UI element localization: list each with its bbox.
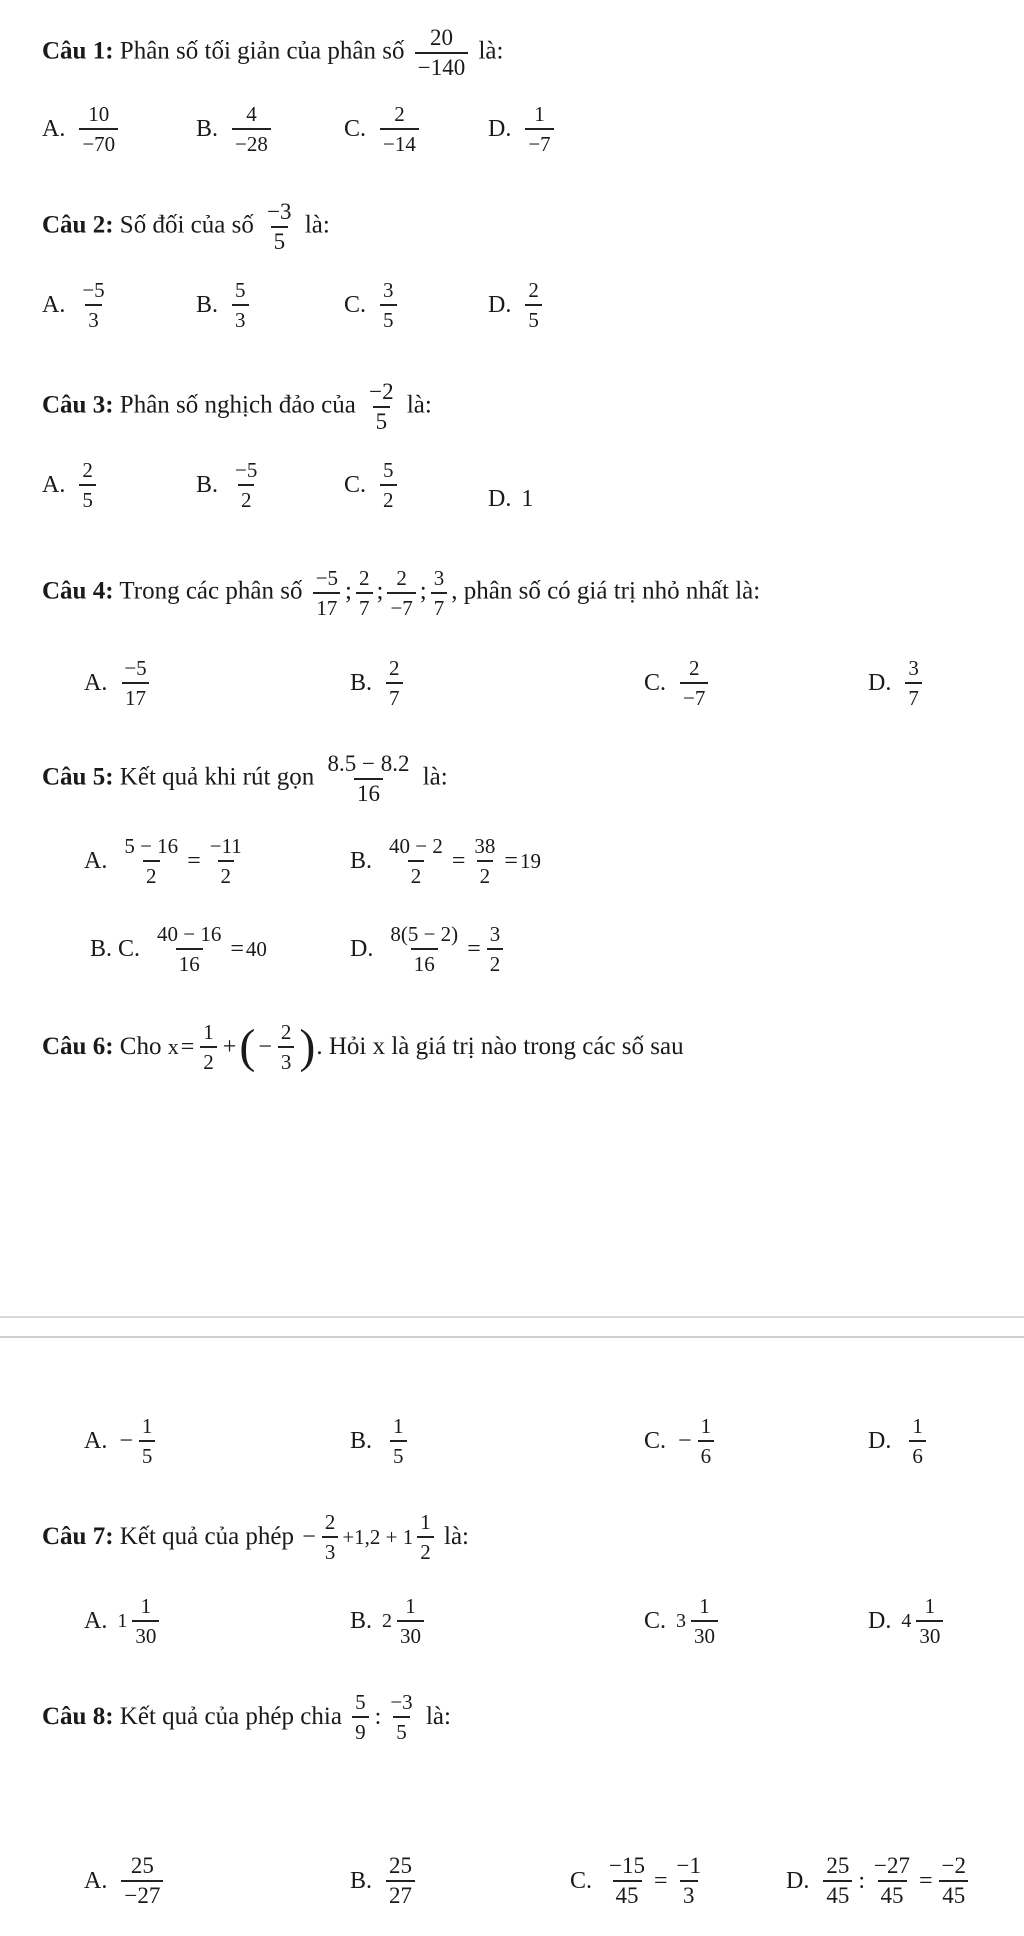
fraction: $\frac{20}{-140}$ [415, 26, 468, 80]
question-tail: là: [304, 211, 330, 239]
option-d[interactable]: D. 4 $\frac{1}{30}$ [868, 1594, 947, 1648]
fraction: $\frac{-2}{5}$ [369, 379, 394, 434]
option-c[interactable]: C. $\frac{2}{-7}$ [644, 656, 712, 710]
question-tail: là: [422, 763, 448, 791]
option-b[interactable]: B. $\frac{40 - 2}{2}$ = $\frac{38}{2}$ = 19 [350, 834, 541, 888]
option-b[interactable]: B. $\frac{2}{7}$ [350, 656, 407, 710]
question-text: Kết quả của phép [119, 1523, 295, 1550]
option-c[interactable]: C. $\frac{3}{5}$ [344, 278, 401, 332]
option-b[interactable]: B. 2 $\frac{1}{30}$ [350, 1594, 428, 1648]
question-label: Câu 1: [42, 37, 114, 65]
question-tail: là: [425, 1703, 451, 1730]
question-tail: là: [406, 391, 432, 419]
question-text: Kết quả của phép chia [119, 1703, 342, 1730]
option-b[interactable]: B. $\frac{1}{5}$ [350, 1414, 411, 1468]
divider [0, 1316, 1024, 1318]
option-a[interactable]: A. $\frac{-5}{17}$ [84, 656, 154, 710]
question-label: Câu 7: [42, 1523, 114, 1550]
question-tail: Hỏi x là giá trị nào trong các số sau [328, 1033, 684, 1060]
question-label: Câu 4: [42, 577, 114, 605]
question-label: Câu 2: [42, 211, 114, 239]
option-a[interactable]: A. − $\frac{1}{5}$ [84, 1414, 159, 1468]
option-b[interactable]: B. $\frac{25}{27}$ [350, 1854, 419, 1908]
fraction: $\frac{1}{2}$ [200, 1020, 217, 1074]
question-tail: phân số có giá trị nhỏ nhất là: [463, 577, 761, 605]
fraction: $\frac{-5}{17}$ [313, 566, 341, 620]
fraction: $\frac{3}{7}$ [431, 566, 448, 620]
option-b[interactable]: B. $\frac{-5}{2}$ [196, 458, 258, 512]
fraction: $\frac{-3}{5}$ [390, 1690, 413, 1744]
option-c[interactable]: B. C. $\frac{40 - 16}{16}$ = 40 [90, 922, 267, 976]
fraction: $\frac{1}{2}$ [417, 1510, 434, 1564]
option-c[interactable]: C. $\frac{5}{2}$ [344, 458, 401, 512]
option-d[interactable]: D. $\frac{8(5 - 2)}{16}$ = $\frac{3}{2}$ [350, 922, 507, 976]
fraction: $\frac{2}{-7}$ [387, 566, 415, 620]
question-text: Số đối của số [119, 211, 254, 239]
option-d[interactable]: D. $\frac{25}{45}$ : $\frac{-27}{45}$ = $\frac{-2}{45}$ [786, 1854, 973, 1908]
option-a[interactable]: A. $\frac{25}{-27}$ [84, 1854, 167, 1908]
question-text: Kết quả khi rút gọn [119, 763, 315, 791]
question-6: Câu 6: Cho x = $\frac{1}{2}$ + ( − $\frac{2}{3}$ ) . Hỏi x là giá trị nào trong các số sau [42, 1020, 684, 1074]
question-text: Phân số nghịch đảo của [119, 391, 356, 419]
option-d[interactable]: D. $\frac{2}{5}$ [488, 278, 546, 332]
fraction: $\frac{5}{9}$ [352, 1690, 369, 1744]
question-4: Câu 4: Trong các phân số $\frac{-5}{17}$ ; $\frac{2}{7}$ ; $\frac{2}{-7}$ ; $\frac{3}{7}$ , phân số có giá trị nhỏ nhất là: [42, 566, 761, 620]
option-a[interactable]: A. $\frac{5 - 16}{2}$ = $\frac{-11}{2}$ [84, 834, 242, 888]
question-1 [42, 26, 503, 80]
question-tail: là: [444, 1523, 470, 1550]
question-text: Trong các phân số [119, 577, 303, 605]
question-label: Câu 6: [42, 1033, 114, 1060]
fraction: $\frac{2}{7}$ [356, 566, 373, 620]
option-d[interactable]: D. 1 [488, 486, 534, 512]
fraction: $\frac{2}{3}$ [278, 1020, 295, 1074]
option-c[interactable]: C. − $\frac{1}{6}$ [644, 1414, 718, 1468]
question-8: Câu 8: Kết quả của phép chia $\frac{5}{9}$ : $\frac{-3}{5}$ là: [42, 1690, 451, 1744]
question-3 [42, 380, 432, 434]
question-label: Câu 8: [42, 1703, 114, 1730]
fraction: $\frac{8.5 - 8.2}{16}$ [327, 751, 410, 806]
option-b[interactable]: B. $\frac{5}{3}$ [196, 278, 253, 332]
fraction: $\frac{2}{3}$ [322, 1510, 339, 1564]
option-b[interactable]: B. $\frac{4}{-28}$ [196, 102, 275, 156]
question-tail: là: [478, 37, 504, 65]
question-label: Câu 5: [42, 763, 114, 791]
question-text: Phân số tối giản của phân số [119, 37, 405, 65]
fraction: $\frac{-3}{5}$ [267, 199, 292, 254]
option-a[interactable]: A. $\frac{-5}{3}$ [42, 278, 105, 332]
option-d[interactable]: D. $\frac{3}{7}$ [868, 656, 926, 710]
option-c[interactable]: C. 3 $\frac{1}{30}$ [644, 1594, 722, 1648]
option-a[interactable]: A. 1 $\frac{1}{30}$ [84, 1594, 163, 1648]
option-a[interactable]: A. $\frac{10}{-70}$ [42, 102, 122, 156]
question-7: Câu 7: Kết quả của phép − $\frac{2}{3}$ +1,2 + 1 $\frac{1}{2}$ là: [42, 1510, 470, 1564]
option-d[interactable]: D. $\frac{1}{-7}$ [488, 102, 558, 156]
question-5 [42, 752, 448, 806]
question-2 [42, 200, 330, 254]
option-c[interactable]: C. $\frac{-15}{45}$ = $\frac{-1}{3}$ [570, 1853, 702, 1908]
question-label: Câu 3: [42, 391, 114, 419]
divider [0, 1336, 1024, 1338]
question-text: Cho [119, 1033, 162, 1060]
option-c[interactable]: C. $\frac{2}{-14}$ [344, 102, 423, 156]
option-a[interactable]: A. $\frac{2}{5}$ [42, 458, 100, 512]
option-d[interactable]: D. $\frac{1}{6}$ [868, 1414, 930, 1468]
